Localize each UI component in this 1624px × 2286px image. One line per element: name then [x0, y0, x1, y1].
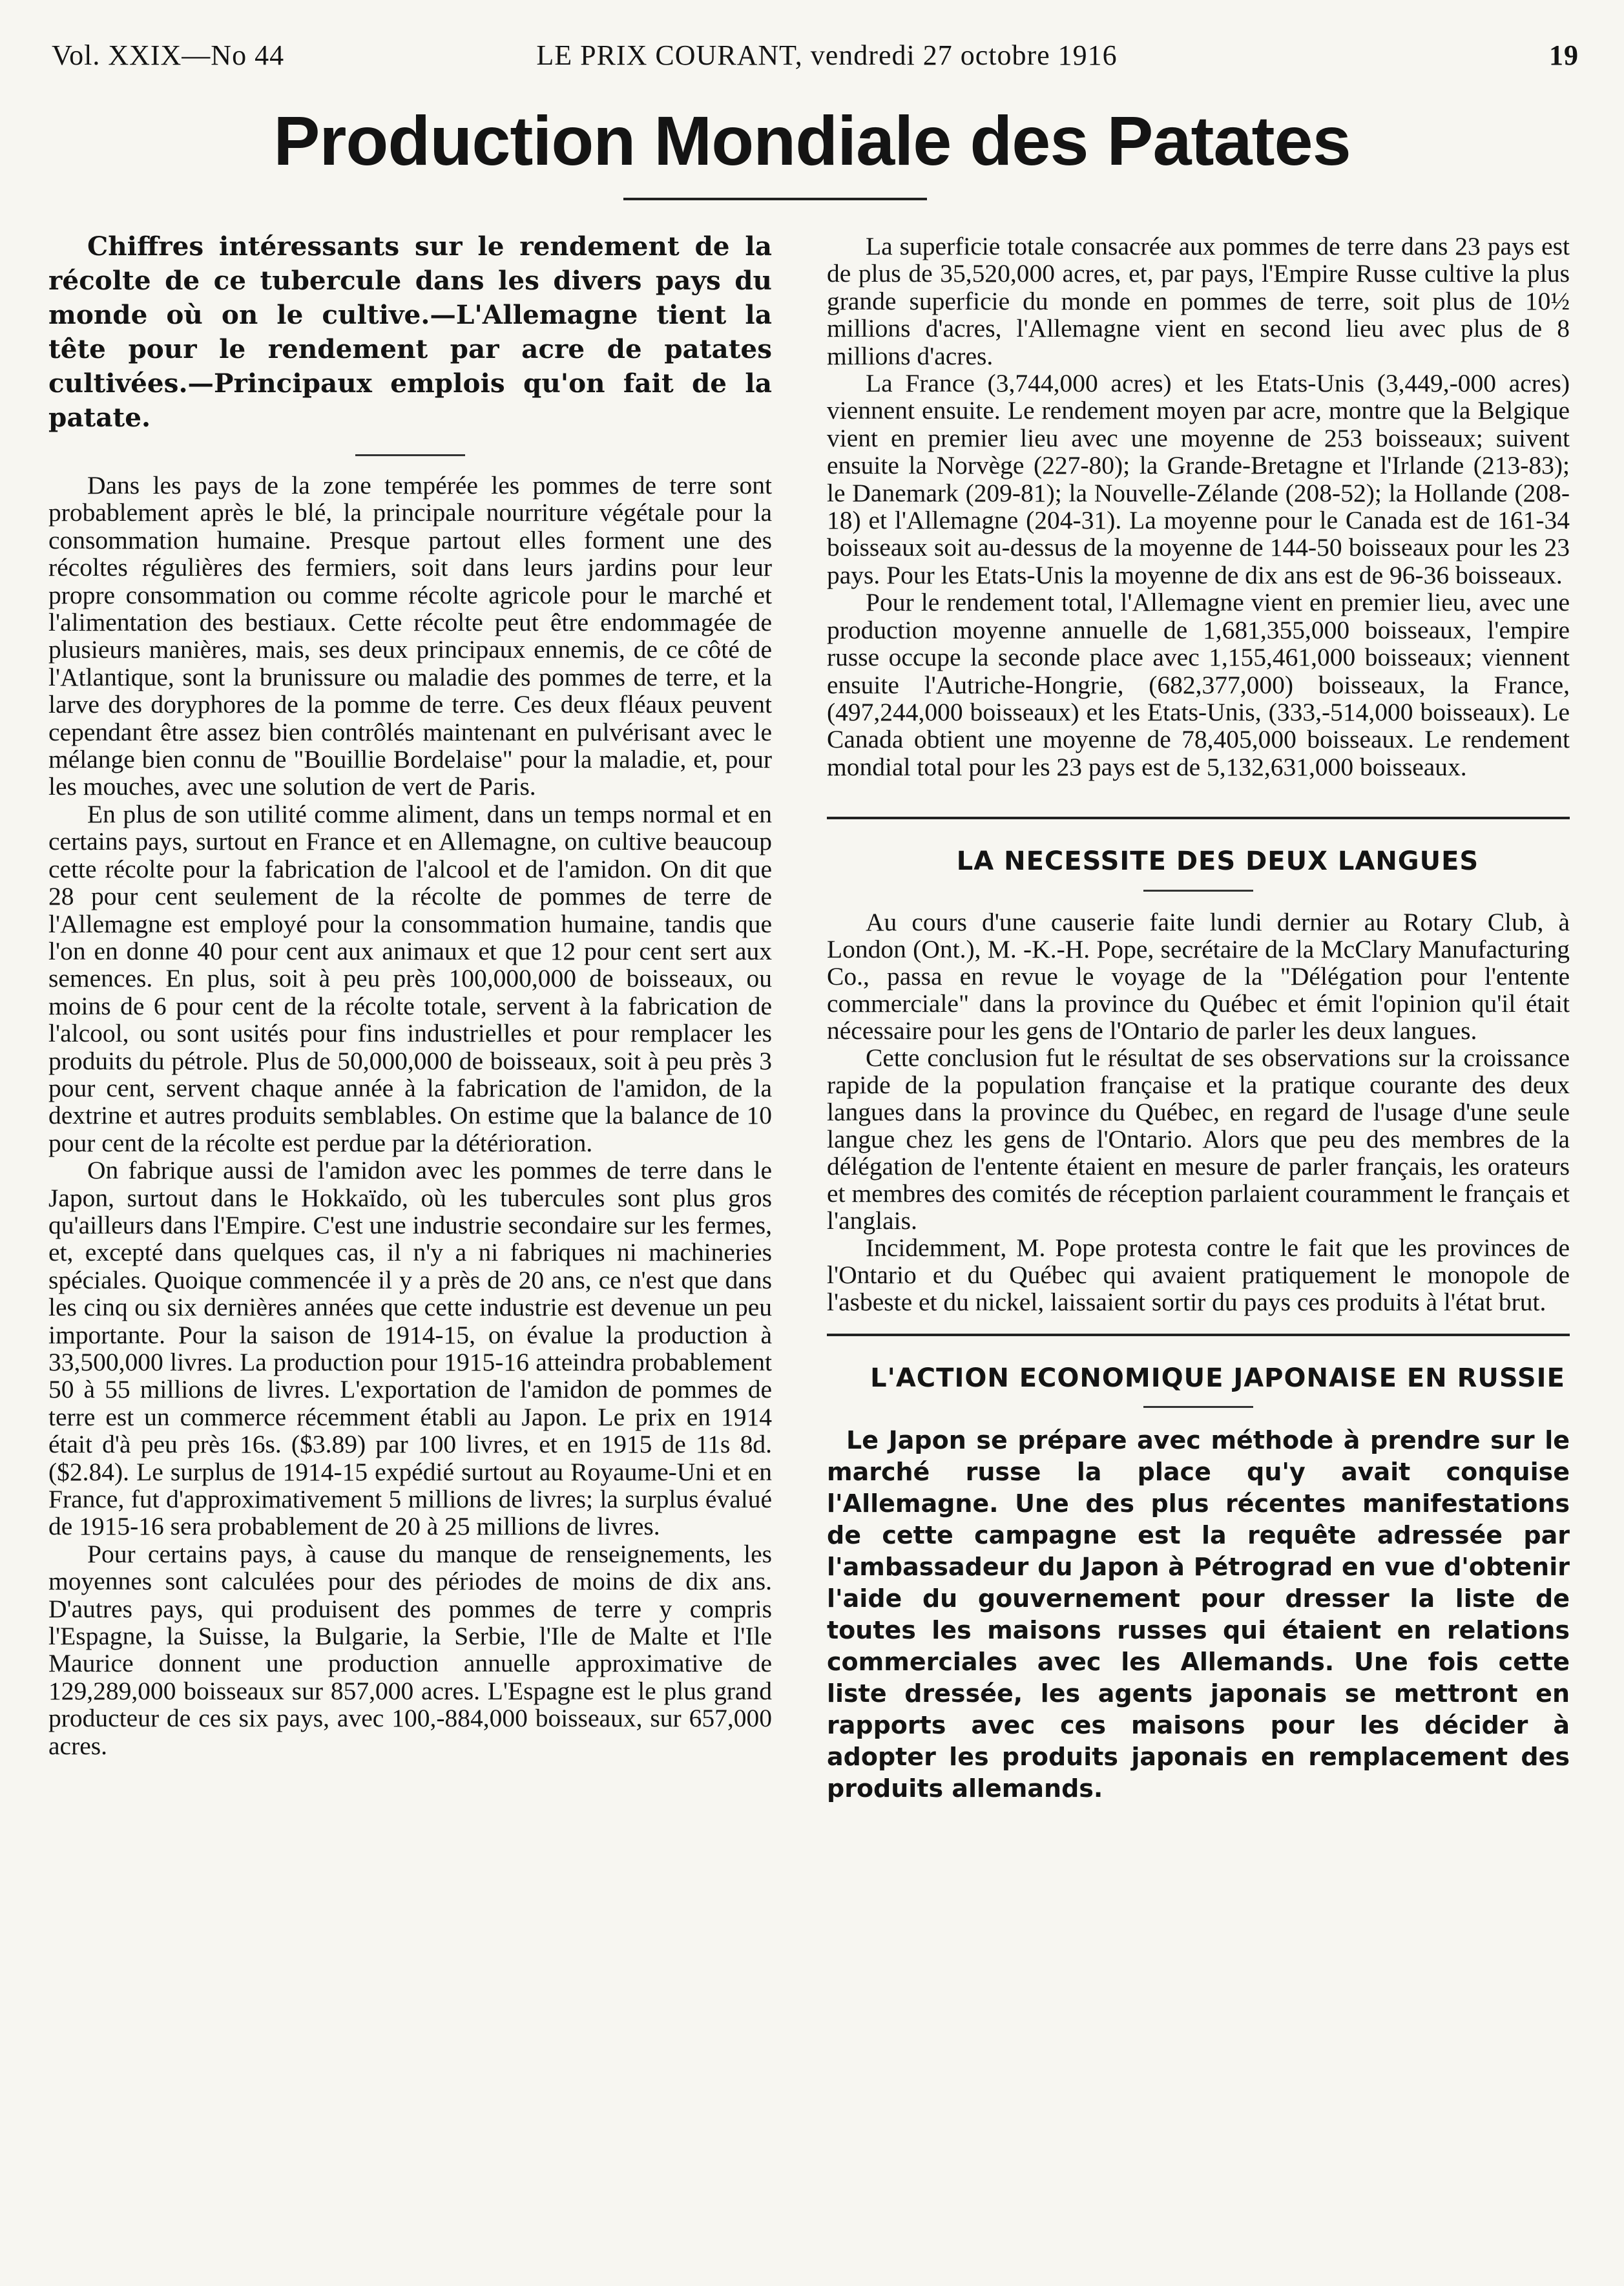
article-continuation [827, 233, 1570, 781]
article-paragraph: Pour certains pays, à cause du manque de renseignements, les moyennes sont calculées pour des périodes de moins de dix ans. D'autres pays, qui produisent des pommes de terre y compris l'Espagne, la Suisse, la Bulgarie, la Serbie, l'Ile de Malte et l'Ile Maurice donnent une production annuelle approximative de 129,289,000 boisseaux sur 857,000 acres. L'Espagne est le plus grand producteur de ces six pays, avec 100,-884,000 boisseaux, sur 657,000 acres. [48, 1539, 772, 1760]
section-body [827, 908, 1570, 1316]
deck-divider [355, 454, 465, 456]
article-paragraph: Dans les pays de la zone tempérée les pommes de terre sont probablement après le blé, la principale nourriture végétale pour la consommation humaine. Presque partout elles forment une des récoltes régulières des fermiers, soit dans leurs jardins pour leur propre consommation ou comme récolte agricole pour le marché et l'alimentation des bestiaux. Cette récolte peut être endommagée de plusieurs manières, mais, ses deux principaux ennemis, de ce côté de l'Atlantique, sont la brunissure ou maladie des pommes de terre, et la larve des doryphores de la pomme de terre. Ces deux fléaux peuvent cependant être assez bien contrôlés maintenant en pulvérisant avec le mélange bien connu de "Bouillie Bordelaise" pour la maladie, et, pour les mouches, avec une solution de vert de Paris. [48, 471, 772, 801]
page-number: 19 [1549, 39, 1579, 71]
article-paragraph: On fabrique aussi de l'amidon avec les pommes de terre dans le Japon, surtout dans le Hokkaïdo, où les tubercules sont plus gros qu'ailleurs dans l'Empire. C'est une industrie secondaire sur les fermes, et, excepté dans quelques cas, il n'y a ni fabriques ni machineries spéciales. Quoique commencée il y a près de 20 ans, ce n'est que dans les cinq ou six dernières années que cette industrie est devenue un peu importante. Pour la saison de 1914-15, on évalue la production à 33,500,000 livres. La production pour 1915-16 atteindra probablement 50 à 55 millions de livres. L'exportation de l'amidon de pommes de terre est un commerce récemment établi au Japon. Le prix en 1914 était d'à peu près 16s. ($3.89) par 100 livres, et en 1915 de 11s 8d. ($2.84). Le surplus de 1914-15 expédié surtout au Royaume-Uni et en France, fut d'approximativement 5 millions de livres; la surplus évalué de 1915-16 sera probablement de 20 à 25 millions de livres. [48, 1156, 772, 1541]
masthead: LE PRIX COURANT, vendredi 27 octobre 1916 [536, 39, 1118, 71]
article-paragraph: Pour le rendement total, l'Allemagne vient en premier lieu, avec une production moyenne annuelle de 1,681,355,000 boisseaux, l'empire russe occupe la seconde place avec 1,155,461,000 boisseaux; viennent ensuite l'Autriche-Hongrie, (682,377,000) boisseaux, la France, (497,244,000 boisseaux) et les Etats-Unis, (333,-514,000 boisseaux). Le Canada obtient une moyenne de 78,405,000 boisseaux. Le rendement mondial total pour les 23 pays est de 5,132,631,000 boisseaux. [827, 588, 1570, 781]
section-title: LA NECESSITE DES DEUX LANGUES [956, 846, 1479, 877]
section-paragraph: Au cours d'une causerie faite lundi dernier au Rotary Club, à London (Ont.), M. -K.-H. Pope, secrétaire de la McClary Manufacturing Co., passa en revue le voyage de la "Délégation pour l'entente commerciale" dans la province du Québec et émit l'opinion qu'il était nécessaire pour les gens de l'Ontario de parler les deux langues. [827, 907, 1570, 1045]
article-paragraph: La superficie totale consacrée aux pommes de terre dans 23 pays est de plus de 35,520,000 acres, et, par pays, l'Empire Russe cultive la plus grande superficie du monde en pommes de terre, soit plus de 10½ millions d'acres, l'Allemagne vient en second lieu avec plus de 8 millions d'acres. [827, 232, 1570, 370]
left-column [48, 229, 772, 1759]
section-title-divider [1143, 890, 1253, 892]
section-paragraph: Le Japon se prépare avec méthode à prendre sur le marché russe la place qu'y avait conquise l'Allemagne. Une des plus récentes manifestations de cette campagne est la requête adressée par l'ambassadeur du Japon à Pétrograd en vue d'obtenir l'aide du gouvernement pour dresser la liste de toutes les maisons russes qui étaient en relations commerciales avec les Allemands. Une fois cette liste dressée, les agents japonais se mettront en rapports avec ces maisons pour les décider à adopter les produits japonais en remplacement des produits allemands. [827, 1425, 1570, 1803]
section-title-divider [1143, 1406, 1253, 1408]
article-deck: Chiffres intéressants sur le rendement de la récolte de ce tubercule dans les divers pays du monde où on le cultive.—L'Allemagne tient la tête pour le rendement par acre de patates cultivées.—Principaux emplois qu'on fait de la patate. [48, 231, 772, 433]
section-body [827, 1425, 1570, 1805]
article-title: Production Mondiale des Patates [273, 101, 1351, 180]
article-paragraph: La France (3,744,000 acres) et les Etats-Unis (3,449,-000 acres) viennent ensuite. Le rendement moyen par acre, montre que la Belgique vient en premier lieu avec une moyenne de 253 boisseaux; suivent ensuite la Norvège (227-80); la Grande-Bretagne et l'Irlande (213-83); le Danemark (209-81); la Nouvelle-Zélande (208-52); la Hollande (208-18) et l'Allemagne (204-31). La moyenne pour le Canada est de 161-34 boisseaux soit au-dessus de la moyenne de 144-50 boisseaux pour les 23 pays. Pour les Etats-Unis la moyenne de dix ans est de 96-36 boisseaux. [827, 369, 1570, 589]
section-paragraph: Cette conclusion fut le résultat de ses observations sur la croissance rapide de la population française et la pratique courante des deux langues dans la province du Québec, en regard de l'usage d'une seule langue chez les gens de l'Ontario. Alors que peu des membres de la délégation de l'entente étaient en mesure de parler français, les orateurs et membres des comités de réception parlaient couramment le français et l'anglais. [827, 1043, 1570, 1235]
volume-label: Vol. XXIX—No 44 [52, 39, 285, 71]
page-header [52, 39, 1579, 75]
section-divider [827, 817, 1570, 819]
title-divider [623, 198, 927, 200]
section-divider [827, 1334, 1570, 1336]
article-paragraph: En plus de son utilité comme aliment, dans un temps normal et en certains pays, surtout en France et en Allemagne, on cultive beaucoup cette récolte pour la fabrication de l'alcool et de l'amidon. On dit que 28 pour cent seulement de la récolte de pommes de terre de l'Allemagne est employé pour la consommation humaine, tandis que l'on en donne 40 pour cent aux animaux et que 12 pour cent sert aux semences. En plus, soit à peu près 100,000,000 de boisseaux, ou moins de 6 pour cent de la récolte totale, servent à la fabrication de l'alcool, ou sont usités pour fins industrielles et pour remplacer les produits du pétrole. Plus de 50,000,000 de boisseaux, soit à peu près 3 pour cent, servent chaque année à la fabrication de l'amidon, de la dextrine et autres produits semblables. On estime que la balance de 10 pour cent de la récolte est perdue par la détérioration. [48, 799, 772, 1157]
section-title: L'ACTION ECONOMIQUE JAPONAISE EN RUSSIE [870, 1363, 1565, 1393]
right-column [827, 233, 1570, 1805]
section-paragraph: Incidemment, M. Pope protesta contre le fait que les provinces de l'Ontario et du Québec qui avaient pratiquement le monopole de l'asbeste et du nickel, laissaient sortir du pays ces produits à l'état brut. [827, 1233, 1570, 1316]
